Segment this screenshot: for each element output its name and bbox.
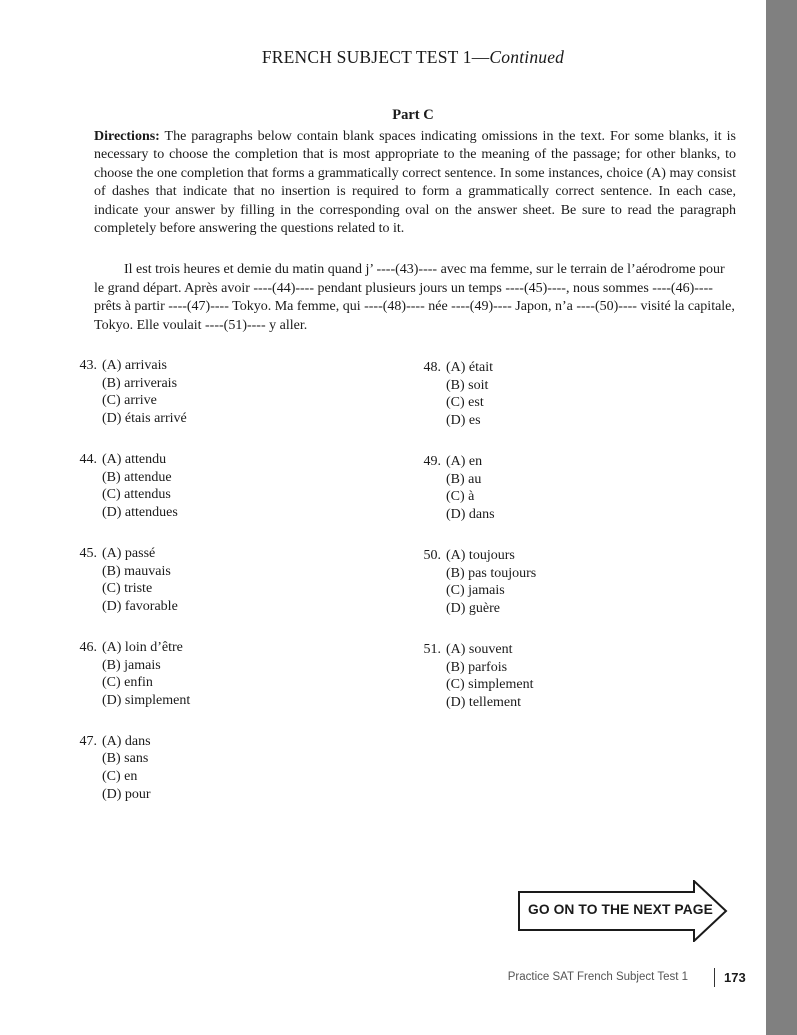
answer-option-row <box>416 471 716 489</box>
question-number: 45. <box>79 545 97 561</box>
answer-option-row <box>72 469 372 487</box>
answer-option: (A) était <box>446 360 494 375</box>
answer-option-row <box>72 598 372 616</box>
answer-option: (D) tellement <box>446 694 522 710</box>
answer-option: (B) mauvais <box>102 563 171 579</box>
question-item <box>72 451 372 521</box>
answer-option: (D) étais arrivé <box>102 410 187 426</box>
footer-divider <box>714 968 715 987</box>
answer-option-row <box>72 639 372 657</box>
answer-option-row <box>416 694 716 712</box>
answer-option: (C) attendus <box>102 487 171 503</box>
question-column-left <box>72 357 372 827</box>
answer-option: (A) arrivais <box>102 358 167 373</box>
answer-option: (C) simplement <box>446 677 534 693</box>
directions-label: Directions: <box>94 129 160 144</box>
answer-option-row <box>416 394 716 412</box>
answer-option-row <box>416 600 716 618</box>
answer-option-row <box>416 359 716 377</box>
answer-option-row <box>416 565 716 583</box>
answer-option: (B) parfois <box>446 659 508 675</box>
answer-option: (B) soit <box>446 377 489 393</box>
answer-option-row <box>72 486 372 504</box>
answer-option: (C) triste <box>102 581 153 597</box>
question-number: 48. <box>423 360 441 375</box>
answer-option: (D) favorable <box>102 598 178 614</box>
answer-option: (C) enfin <box>102 675 153 691</box>
answer-option-row <box>416 412 716 430</box>
answer-option-row <box>416 676 716 694</box>
question-item <box>416 359 716 429</box>
answer-option-row <box>72 451 372 469</box>
answer-option: (A) attendu <box>102 451 167 467</box>
answer-option-row <box>72 657 372 675</box>
question-item <box>72 639 372 709</box>
answer-option-row <box>72 392 372 410</box>
answer-option-row <box>72 733 372 751</box>
page-title <box>0 47 797 68</box>
question-number: 47. <box>79 733 97 749</box>
answer-option-row <box>416 547 716 565</box>
answer-option-row <box>416 641 716 659</box>
question-item <box>72 545 372 615</box>
answer-option: (D) simplement <box>102 692 191 708</box>
question-number: 49. <box>423 453 441 469</box>
answer-option: (D) dans <box>446 506 495 522</box>
answer-option-row <box>72 692 372 710</box>
answer-option: (C) jamais <box>446 583 505 599</box>
answer-option-row <box>416 659 716 677</box>
section-heading: Part C <box>392 107 434 123</box>
answer-option: (B) sans <box>102 751 149 767</box>
reading-passage: Il est trois heures et demie du matin quand j’ ----(43)---- avec ma femme, sur le terrain de l’aérodrome pour le grand départ. Après avoir ----(44)---- pendant plusieurs jours un temps ----(45)----, nous sommes ----(46)---- prêts à partir ----(47)---- Tokyo. Ma femme, qui ----(48)---- née ----(49)---- Japon, n’a ----(50)---- visité la capitale, Tokyo. Elle voulait ----(51)---- y aller. <box>94 262 735 333</box>
answer-option-row <box>72 750 372 768</box>
question-column-right <box>416 359 716 735</box>
answer-option-row <box>72 410 372 428</box>
answer-option-row <box>72 580 372 598</box>
page-title-main: FRENCH SUBJECT TEST 1— <box>261 47 490 67</box>
directions-paragraph <box>94 128 736 238</box>
question-item <box>72 357 372 427</box>
answer-option: (B) arriverais <box>102 375 178 391</box>
answer-option-row <box>72 357 372 375</box>
question-item <box>416 547 716 617</box>
side-margin-bar <box>766 0 797 1035</box>
question-number: 46. <box>79 639 97 655</box>
question-item <box>72 733 372 803</box>
question-number: 44. <box>79 451 97 467</box>
answer-option: (C) en <box>102 769 138 785</box>
answer-option: (D) pour <box>102 786 151 802</box>
answer-option-row <box>72 545 372 563</box>
answer-option: (B) attendue <box>102 469 172 485</box>
question-number: 50. <box>423 547 441 563</box>
answer-option: (D) es <box>446 412 481 428</box>
answer-option-row <box>416 453 716 471</box>
answer-option-row <box>416 506 716 524</box>
answer-option-row <box>72 674 372 692</box>
answer-option-row <box>72 563 372 581</box>
answer-option-row <box>416 582 716 600</box>
answer-option: (A) passé <box>102 545 156 561</box>
answer-option: (A) toujours <box>446 547 515 563</box>
answer-option: (C) à <box>446 489 475 505</box>
question-number: 51. <box>423 641 441 657</box>
question-item <box>416 453 716 523</box>
answer-option-row <box>72 786 372 804</box>
answer-option: (A) dans <box>102 733 151 749</box>
answer-option: (B) au <box>446 471 482 487</box>
answer-option: (A) en <box>446 453 483 469</box>
answer-option-row <box>416 488 716 506</box>
answer-option-row <box>72 375 372 393</box>
page-number: 173 <box>724 970 746 985</box>
next-page-label: GO ON TO THE NEXT PAGE <box>528 902 713 917</box>
question-item <box>416 641 716 711</box>
answer-option-row <box>72 504 372 522</box>
answer-option: (B) jamais <box>102 657 161 673</box>
answer-option: (B) pas toujours <box>446 565 537 581</box>
footer-title: Practice SAT French Subject Test 1 <box>507 971 688 983</box>
answer-option: (D) attendues <box>102 504 178 520</box>
answer-option: (D) guère <box>446 600 501 616</box>
directions-text: The paragraphs below contain blank spaces indicating omissions in the text. For some blanks, it is necessary to choose the completion that is most appropriate to the meaning of the passage; for other blanks, to choose the one completion that forms a grammatically correct sentence. In some instances, choice (A) may consist of dashes that indicate that no insertion is required to form a grammatically correct sentence. In each case, indicate your answer by filling in the corresponding oval on the answer sheet. Be sure to read the paragraph completely before answering the questions related to it. <box>94 129 736 237</box>
answer-option-row <box>416 377 716 395</box>
answer-option: (C) arrive <box>102 393 157 409</box>
answer-option: (A) souvent <box>446 641 513 657</box>
answer-option: (C) est <box>446 395 484 411</box>
page-title-continued: Continued <box>489 47 565 67</box>
question-number: 43. <box>79 358 97 373</box>
answer-option: (A) loin d’être <box>102 639 183 655</box>
answer-option-row <box>72 768 372 786</box>
